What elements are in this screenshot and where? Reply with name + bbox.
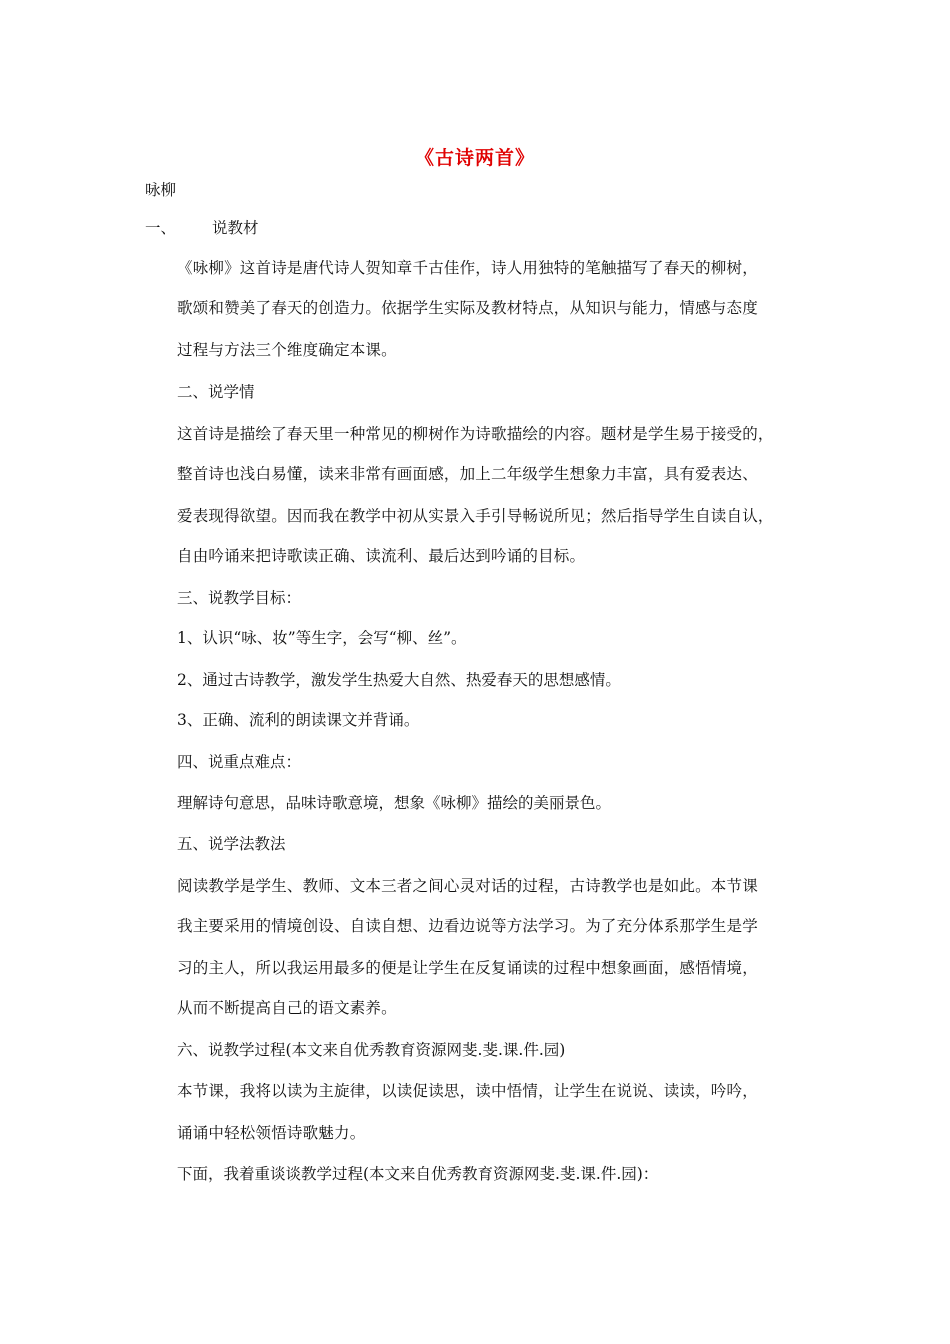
document-title: 《古诗两首》 bbox=[414, 147, 535, 169]
list-item: 1、认识“咏、妆”等生字，会写“柳、丝”。 bbox=[177, 629, 467, 647]
section-heading: 三、说教学目标： bbox=[177, 589, 302, 607]
section-heading: 二、说学情 bbox=[177, 383, 255, 401]
paragraph-line: 歌颂和赞美了春天的创造力。依据学生实际及教材特点，从知识与能力，情感与态度 bbox=[177, 299, 758, 317]
list-item: 3、正确、流利的朗读课文并背诵。 bbox=[177, 711, 420, 729]
paragraph-line: 本节课，我将以读为主旋律，以读促读思，读中悟情，让学生在说说、读读，吟吟， bbox=[177, 1082, 758, 1100]
paragraph-line: 《咏柳》这首诗是唐代诗人贺知章千古佳作，诗人用独特的笔触描写了春天的柳树， bbox=[177, 259, 758, 277]
paragraph-line: 我主要采用的情境创设、自读自想、边看边说等方法学习。为了充分体系那学生是学 bbox=[177, 917, 758, 935]
paragraph-line: 理解诗句意思，品味诗歌意境，想象《咏柳》描绘的美丽景色。 bbox=[177, 794, 612, 812]
list-item: 2、通过古诗教学，激发学生热爱大自然、热爱春天的思想感情。 bbox=[177, 671, 621, 689]
paragraph-line: 自由吟诵来把诗歌读正确、读流利、最后达到吟诵的目标。 bbox=[177, 547, 586, 565]
section-heading: 说教材 bbox=[212, 219, 259, 237]
paragraph-line: 下面，我着重谈谈教学过程(本文来自优秀教育资源网斐.斐.课.件.园)： bbox=[177, 1165, 659, 1183]
paragraph-line: 阅读教学是学生、教师、文本三者之间心灵对话的过程，古诗教学也是如此。本节课 bbox=[177, 877, 758, 895]
section-heading: 四、说重点难点： bbox=[177, 753, 302, 771]
paragraph-line: 习的主人，所以我运用最多的便是让学生在反复诵读的过程中想象画面，感悟情境， bbox=[177, 959, 758, 977]
section-heading: 五、说学法教法 bbox=[177, 835, 286, 853]
paragraph-line: 过程与方法三个维度确定本课。 bbox=[177, 341, 397, 359]
poem-subtitle: 咏柳 bbox=[145, 181, 177, 199]
paragraph-line: 诵诵中轻松领悟诗歌魅力。 bbox=[177, 1124, 366, 1142]
paragraph-line: 整首诗也浅白易懂，读来非常有画面感，加上二年级学生想象力丰富，具有爱表达、 bbox=[177, 465, 758, 483]
paragraph-line: 这首诗是描绘了春天里一种常见的柳树作为诗歌描绘的内容。题材是学生易于接受的， bbox=[177, 425, 774, 443]
paragraph-line: 爱表现得欲望。因而我在教学中初从实景入手引导畅说所见；然后指导学生自读自认， bbox=[177, 507, 774, 525]
section-number: 一、 bbox=[145, 219, 177, 237]
section-heading: 六、说教学过程(本文来自优秀教育资源网斐.斐.课.件.园) bbox=[177, 1041, 566, 1059]
paragraph-line: 从而不断提高自己的语文素养。 bbox=[177, 999, 397, 1017]
